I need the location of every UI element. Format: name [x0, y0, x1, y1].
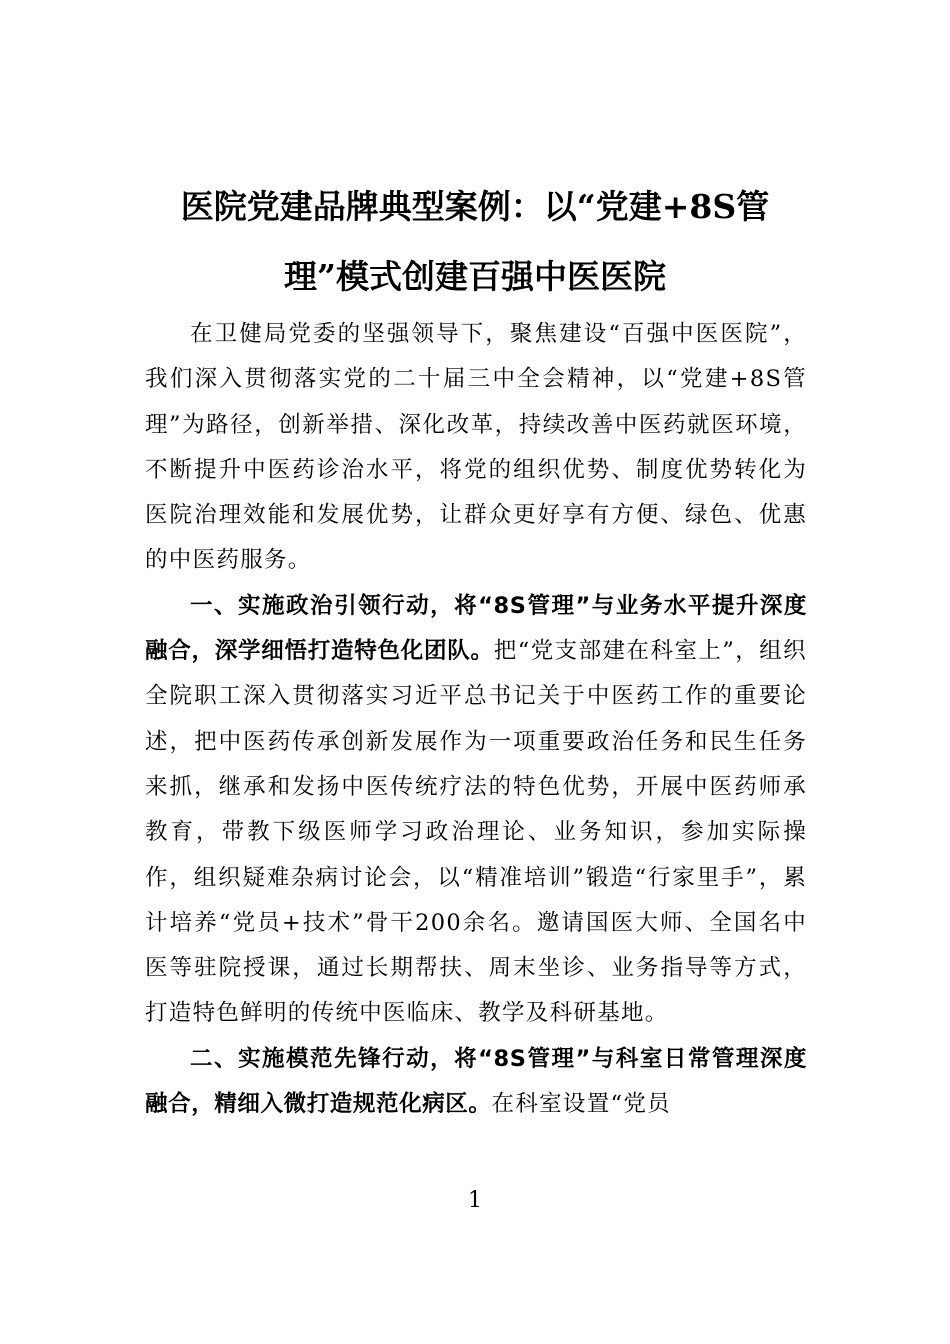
- paragraph-intro: [145, 312, 807, 584]
- document-title: 医院党建品牌典型案例：以“党建+8S管理”模式创建百强中医医院: [180, 187, 770, 296]
- document-body: [145, 312, 807, 1127]
- section-two-heading: 二、实施模范先锋行动，将“8S管理”与科室日常管理深度融合，精细入微打造规范化病区。: [145, 1045, 807, 1118]
- page-number: 1: [468, 1188, 482, 1213]
- paragraph-text: 把“党支部建在科室上”，组织全院职工深入贯彻落实习近平总书记关于中医药工作的重要论述，把中医药传承创新发展作为一项重要政治任务和民生任务来抓，继承和发扬中医传统疗法的特色优势，开展中医药师承教育，带教下级医师学习政治理论、业务知识，参加实际操作，组织疑难杂病讨论会，以“精准培训”锻造“行家里手”，累计培养“党员+技术”骨干200余名。邀请国医大师、全国名中医等驻院授课，通过长期帮扶、周末坐诊、业务指导等方式，打造特色鲜明的传统中医临床、教学及科研基地。: [145, 638, 807, 1027]
- section-one-heading: 一、实施政治引领行动，将“8S管理”与业务水平提升深度融合，深学细悟打造特色化团队。: [145, 592, 807, 665]
- paragraph-section-one: [145, 584, 807, 1037]
- paragraph-text: 在卫健局党委的坚强领导下，聚焦建设“百强中医医院”，我们深入贯彻落实党的二十届三中全会精神，以“党建+8S管理”为路径，创新举措、深化改革，持续改善中医药就医环境，不断提升中医药诊治水平，将党的组织优势、制度优势转化为医院治理效能和发展优势，让群众更好享有方便、绿色、优惠的中医药服务。: [145, 321, 807, 574]
- paragraph-section-two: [145, 1037, 807, 1128]
- paragraph-text: 在科室设置“党员: [491, 1091, 671, 1118]
